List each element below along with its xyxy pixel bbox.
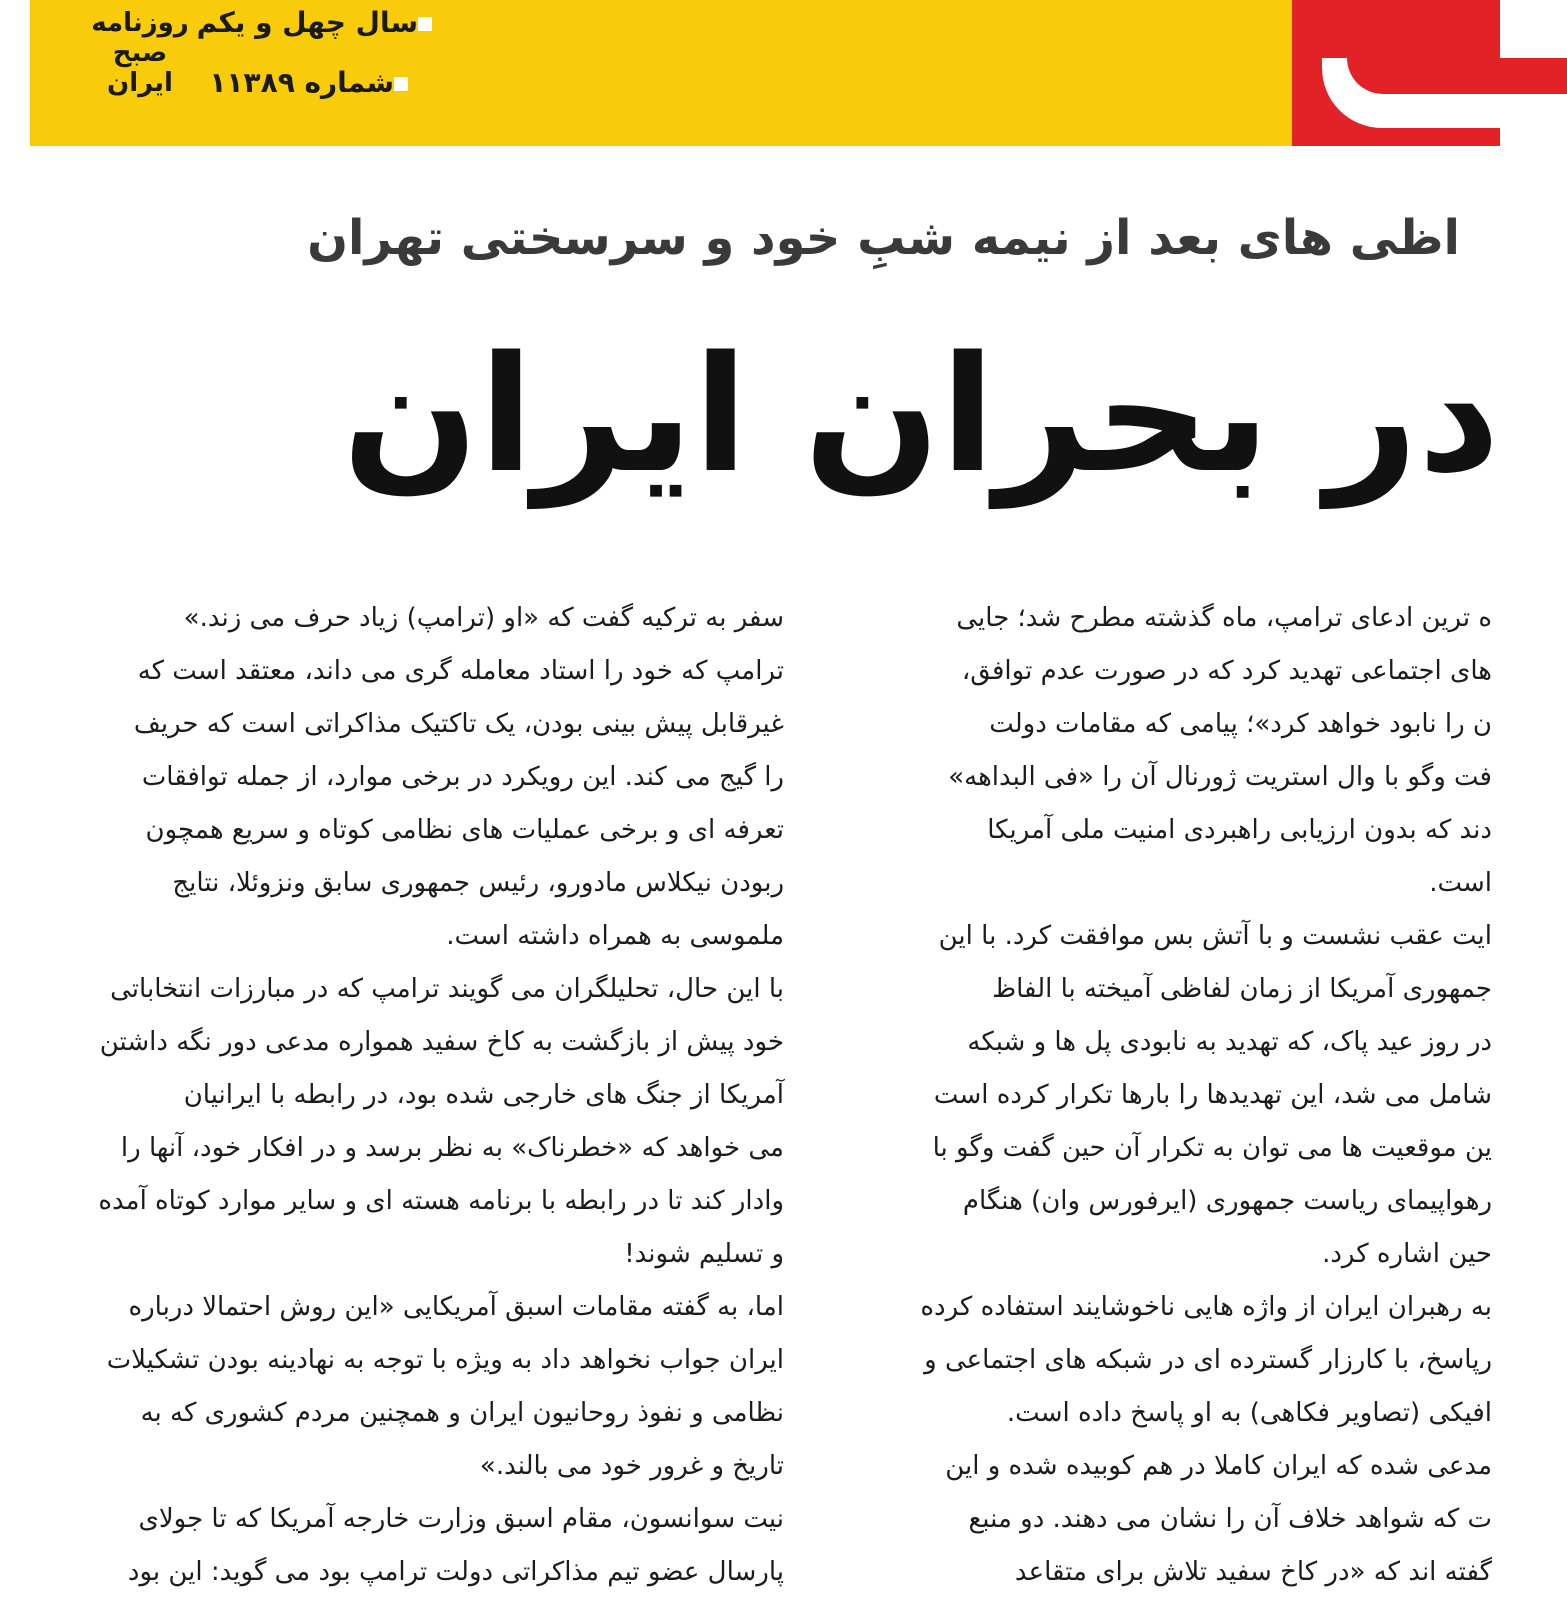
article-line: ترامپ که خود را استاد معامله گری می داند، معتقد است که	[137, 656, 784, 686]
article-line: رهواپیمای ریاست جمهوری (ایرفورس وان) هنگام	[962, 1186, 1492, 1216]
article-column-right	[852, 592, 1492, 1611]
article-line: گفته اند که «در کاخ سفید تلاش برای متقاعد	[1014, 1557, 1492, 1587]
article-line: با این حال، تحلیلگران می گویند ترامپ که در مبارزات انتخاباتی	[110, 974, 784, 1004]
article-line: ین موقعیت ها می توان به تکرار آن حین گفت وگو با	[932, 1133, 1492, 1163]
volume-year: سال چهل و یکم	[197, 6, 442, 39]
article-line: مدعی شده که ایران کاملا در هم کوبیده شده و این	[945, 1451, 1492, 1481]
article-line: های اجتماعی تهدید کرد که در صورت عدم توافق،	[961, 656, 1492, 686]
article-line: پارسال عضو تیم مذاکراتی دولت ترامپ بود می گوید: این بود	[127, 1557, 784, 1587]
article-line: به رهبران ایران از واژه هایی ناخوشایند استفاده کرده	[920, 1292, 1492, 1322]
brand-red-block	[1292, 0, 1500, 146]
article-line: ملموسی به همراه داشته است.	[446, 921, 784, 951]
article-line: ایران جواب نخواهد داد به ویژه با توجه به نهادینه بودن تشکیلات	[106, 1345, 784, 1375]
article-line: فت وگو با وال استریت ژورنال آن را «فی البداهه»	[948, 762, 1492, 792]
article-line: ربودن نیکلاس مادورو، رئیس جمهوری سابق ونزوئلا، نتایج	[172, 868, 784, 898]
article-line: و تسلیم شوند!	[624, 1239, 784, 1269]
article-headline: در بحران ایران	[342, 321, 1500, 508]
article-line: وادار کند تا در رابطه با برنامه هسته ای و سایر موارد کوتاه آمده	[98, 1186, 784, 1216]
article-line: تعرفه ای و برخی عملیات های نظامی کوتاه و سریع همچون	[145, 815, 784, 845]
article-line: شامل می شد، این تهدیدها را بارها تکرار کرده است	[933, 1080, 1492, 1110]
article-line: دند که بدون ارزیابی راهبردی امنیت ملی آمریکا	[987, 815, 1492, 845]
article-line: ه ترین ادعای ترامپ، ماه گذشته مطرح شد؛ جایی	[956, 603, 1492, 633]
article-line: غیرقابل پیش بینی بودن، یک تاکتیک مذاکراتی است که حریف	[133, 709, 784, 739]
bullet-square-icon	[418, 17, 432, 31]
article-line: ن را نابود خواهد کرد»؛ پیامی که مقامات دولت	[989, 709, 1492, 739]
newspaper-logo: روزنامه صبح ایران	[91, 8, 189, 98]
issue-number: شماره ۱۱۳۸۹	[209, 66, 418, 99]
article-line: رپاسخ، با کارزار گسترده ای در شبکه های اجتماعی و	[924, 1345, 1492, 1375]
article-line: جمهوری آمریکا از زمان لفاظی آمیخته با الفاظ	[992, 974, 1492, 1004]
article-line: ت که شواهد خلاف آن را نشان می دهند. دو منبع	[968, 1504, 1492, 1534]
article-line: در روز عید پاک، که تهدید به نابودی پل ها و شبکه	[967, 1027, 1492, 1057]
article-line: نیت سوانسون، مقام اسبق وزارت خارجه آمریکا که تا جولای	[138, 1504, 784, 1534]
article-line: حین اشاره کرد.	[1322, 1239, 1492, 1269]
article-line: سفر به ترکیه گفت که «او (ترامپ) زیاد حرف می زند.»	[183, 603, 784, 633]
article-line: خود پیش از بازگشت به کاخ سفید همواره مدعی دور نگه داشتن	[99, 1027, 784, 1057]
article-line: اما، به گفته مقامات اسبق آمریکایی «این روش احتمالا درباره	[128, 1292, 784, 1322]
article-column-left	[34, 592, 784, 1611]
article-line: ایت عقب نشست و با آتش بس موافقت کرد. با این	[938, 921, 1492, 951]
bullet-square-icon	[394, 77, 408, 91]
article-kicker: اظی های بعد از نیمه شبِ خود و سرسختی تهران	[307, 210, 1460, 266]
article-line: تاریخ و غرور خود می بالند.»	[479, 1451, 784, 1481]
article-line: را گیج می کند. این رویکرد در برخی موارد، از جمله توافقات	[141, 762, 784, 792]
article-line: می خواهد که «خطرناک» به نظر برسد و در افکار خود، آنها را	[120, 1133, 784, 1163]
article-line: افیکی (تصاویر فکاهی) به او پاسخ داده است.	[1006, 1398, 1492, 1428]
article-line: نظامی و نفوذ روحانیون ایران و همچنین مردم کشوری که به	[140, 1398, 784, 1428]
article-line: است.	[1429, 868, 1492, 898]
article-line: آمریکا از جنگ های خارجی شده بود، در رابطه با ایرانیان	[183, 1080, 784, 1110]
